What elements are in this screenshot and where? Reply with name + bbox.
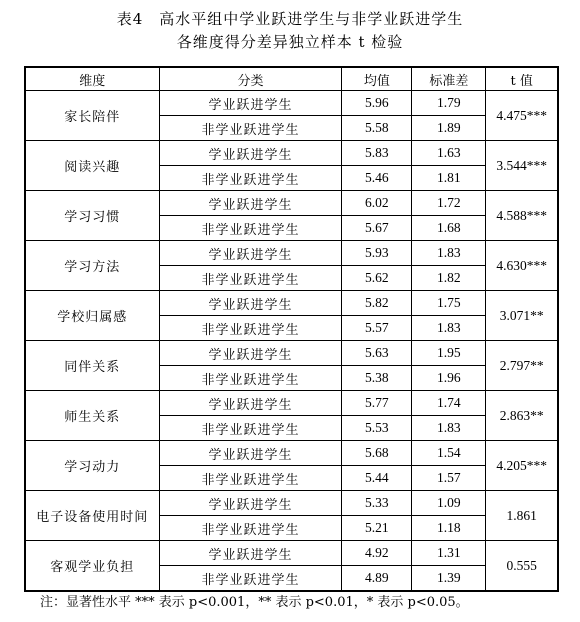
table-row — [25, 291, 558, 316]
mean-cell: 5.58 — [342, 116, 412, 141]
mean-cell: 5.83 — [342, 141, 412, 166]
mean-cell: 4.89 — [342, 566, 412, 592]
category-cell: 学业跃进学生 — [159, 341, 342, 366]
dimension-cell: 电子设备使用时间 — [25, 491, 159, 541]
dimension-cell: 学校归属感 — [25, 291, 159, 341]
header-category: 分类 — [159, 67, 342, 91]
sd-cell: 1.18 — [412, 516, 486, 541]
category-cell: 学业跃进学生 — [159, 241, 342, 266]
category-cell: 非学业跃进学生 — [159, 466, 342, 491]
table-body — [25, 91, 558, 592]
category-cell: 学业跃进学生 — [159, 91, 342, 116]
table-title-line1: 表4 高水平组中学业跃进学生与非学业跃进学生 — [116, 10, 464, 28]
mean-cell: 5.68 — [342, 441, 412, 466]
table-row — [25, 391, 558, 416]
sd-cell: 1.74 — [412, 391, 486, 416]
sd-cell: 1.96 — [412, 366, 486, 391]
t-value-cell: 4.588*** — [486, 191, 558, 241]
sd-cell: 1.83 — [412, 316, 486, 341]
category-cell: 学业跃进学生 — [159, 141, 342, 166]
t-value-cell: 3.544*** — [486, 141, 558, 191]
category-cell: 非学业跃进学生 — [159, 216, 342, 241]
table-row — [25, 541, 558, 566]
mean-cell: 5.77 — [342, 391, 412, 416]
category-cell: 学业跃进学生 — [159, 491, 342, 516]
mean-cell: 5.82 — [342, 291, 412, 316]
mean-cell: 5.53 — [342, 416, 412, 441]
mean-cell: 5.96 — [342, 91, 412, 116]
mean-cell: 6.02 — [342, 191, 412, 216]
category-cell: 学业跃进学生 — [159, 541, 342, 566]
dimension-cell: 师生关系 — [25, 391, 159, 441]
dimension-cell: 学习动力 — [25, 441, 159, 491]
category-cell: 非学业跃进学生 — [159, 566, 342, 592]
sd-cell: 1.63 — [412, 141, 486, 166]
t-value-cell: 4.630*** — [486, 241, 558, 291]
table-row — [25, 141, 558, 166]
mean-cell: 4.92 — [342, 541, 412, 566]
sd-cell: 1.83 — [412, 241, 486, 266]
sd-cell: 1.39 — [412, 566, 486, 592]
t-value-cell: 0.555 — [486, 541, 558, 592]
mean-cell: 5.33 — [342, 491, 412, 516]
dimension-cell: 阅读兴趣 — [25, 141, 159, 191]
category-cell: 非学业跃进学生 — [159, 266, 342, 291]
header-sd: 标准差 — [412, 67, 486, 91]
t-value-cell: 3.071** — [486, 291, 558, 341]
category-cell: 学业跃进学生 — [159, 191, 342, 216]
category-cell: 非学业跃进学生 — [159, 116, 342, 141]
dimension-cell: 同伴关系 — [25, 341, 159, 391]
category-cell: 非学业跃进学生 — [159, 166, 342, 191]
mean-cell: 5.46 — [342, 166, 412, 191]
t-value-cell: 2.797** — [486, 341, 558, 391]
mean-cell: 5.67 — [342, 216, 412, 241]
header-dimension: 维度 — [25, 67, 159, 91]
table-row — [25, 491, 558, 516]
header-t: t 值 — [486, 67, 558, 91]
sd-cell: 1.68 — [412, 216, 486, 241]
sd-cell: 1.95 — [412, 341, 486, 366]
sd-cell: 1.54 — [412, 441, 486, 466]
sd-cell: 1.89 — [412, 116, 486, 141]
dimension-cell: 学习习惯 — [25, 191, 159, 241]
category-cell: 非学业跃进学生 — [159, 316, 342, 341]
category-cell: 非学业跃进学生 — [159, 416, 342, 441]
table-row — [25, 241, 558, 266]
significance-note: 注：显著性水平 *** 表示 p<0.001，** 表示 p<0.01，* 表示 p<0.05。 — [40, 595, 469, 610]
sd-cell: 1.79 — [412, 91, 486, 116]
sd-cell: 1.81 — [412, 166, 486, 191]
sd-cell: 1.31 — [412, 541, 486, 566]
table-row — [25, 91, 558, 116]
t-value-cell: 4.475*** — [486, 91, 558, 141]
sd-cell: 1.09 — [412, 491, 486, 516]
mean-cell: 5.62 — [342, 266, 412, 291]
sd-cell: 1.57 — [412, 466, 486, 491]
category-cell: 学业跃进学生 — [159, 391, 342, 416]
header-mean: 均值 — [342, 67, 412, 91]
mean-cell: 5.63 — [342, 341, 412, 366]
mean-cell: 5.44 — [342, 466, 412, 491]
mean-cell: 5.57 — [342, 316, 412, 341]
t-value-cell: 1.861 — [486, 491, 558, 541]
mean-cell: 5.93 — [342, 241, 412, 266]
sd-cell: 1.75 — [412, 291, 486, 316]
sd-cell: 1.72 — [412, 191, 486, 216]
mean-cell: 5.21 — [342, 516, 412, 541]
category-cell: 非学业跃进学生 — [159, 366, 342, 391]
sd-cell: 1.83 — [412, 416, 486, 441]
sd-cell: 1.82 — [412, 266, 486, 291]
t-test-table — [24, 66, 559, 592]
category-cell: 非学业跃进学生 — [159, 516, 342, 541]
mean-cell: 5.38 — [342, 366, 412, 391]
table-row — [25, 191, 558, 216]
table-row — [25, 341, 558, 366]
category-cell: 学业跃进学生 — [159, 441, 342, 466]
header-row — [25, 67, 558, 91]
t-value-cell: 4.205*** — [486, 441, 558, 491]
dimension-cell: 客观学业负担 — [25, 541, 159, 592]
dimension-cell: 学习方法 — [25, 241, 159, 291]
category-cell: 学业跃进学生 — [159, 291, 342, 316]
t-value-cell: 2.863** — [486, 391, 558, 441]
table-row — [25, 441, 558, 466]
dimension-cell: 家长陪伴 — [25, 91, 159, 141]
table-title-line2: 各维度得分差异独立样本 t 检验 — [176, 33, 404, 51]
